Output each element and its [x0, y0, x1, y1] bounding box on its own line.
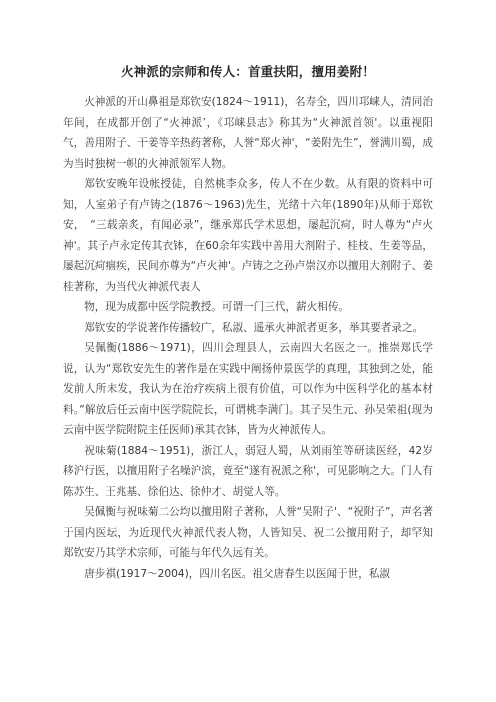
paragraph: 祝味菊(1884～1951)，浙江人，弱冠人蜀，从刘雨笙等研读医经，42岁移沪行医，以擅用附子名噪沪滨，竟至“遂有祝派之称'，可见影响之大。门人有陈苏生、王兆基、徐伯达、徐仲才、胡觉人等。: [63, 444, 433, 498]
paragraph: 物，现为成都中医学院教授。可谓一门三代，薪火相传。: [84, 301, 350, 313]
paragraph: 吴佩衡(1886～1971)，四川会理县人，云南四大名医之一。推崇郑氏学说，认为“郑钦安先生的著作是在实践中阐扬仲景医学的真理，其独到之处，能发前人所未发，我认为在治疗疾病上很有价值，可以作为中医科学化的基本材料。”解放后任云南中医学院院长，可谓桃李满门。其子吴生元、孙吴荣祖(现为云南中医学院附院主任医师)承其衣钵，皆为火神派传人。: [63, 342, 433, 436]
paragraph: 吴佩衡与祝味菊二公均以擅用附子著称，人誉“吴附子'、“祝附子”，声名著于国内医坛，为近现代火神派代表人物，人皆知吴、祝二公擅用附子，却罕知郑钦安乃其学术宗师，可能与年代久远有关。: [63, 506, 433, 559]
paragraph: 郑钦安晚年设帐授徒，自然桃李众多，传人不在少数。从有限的资料中可知，人室弟子有卢铸之(1876～1963)先生，光绪十六年(1890年)从师于郑钦安， “三载亲炙，有闻必录”，继承郑氏学术思想，屡起沉疴，时人尊为“卢火神'。其子卢永定传其衣钵，在60余年实践中善用大剂附子、桂枝、生姜等品，屡起沉疴痼疾，民间亦尊为“卢火神'。卢铸之之孙卢崇汉亦以擅用大剂附子、姜桂著称，为当代火神派代表人: [63, 178, 433, 293]
article-title: 火神派的宗师和传人：首重扶阳，擅用姜附！: [120, 64, 375, 79]
paragraph: 火神派的开山鼻祖是郑钦安(1824～1911)，名寿全，四川邛崃人，清同治年间，在成都开创了“火神派’，《邛崃县志》称其为“火神派首领'。以重视阳气，善用附子、干姜等辛热药著称，人誉“郑火神'，“姜附先生”，誉满川蜀，成为当时独树一帜的火神派领军人物。: [63, 96, 433, 170]
article-body: [63, 92, 433, 584]
paragraph: 郑钦安的学说著作传播较广，私淑、遥承火神派者更多，举其要者录之。: [84, 321, 424, 334]
paragraph: 唐步祺(1917～2004)，四川名医。祖父唐春生以医闻于世，私淑: [84, 567, 391, 580]
